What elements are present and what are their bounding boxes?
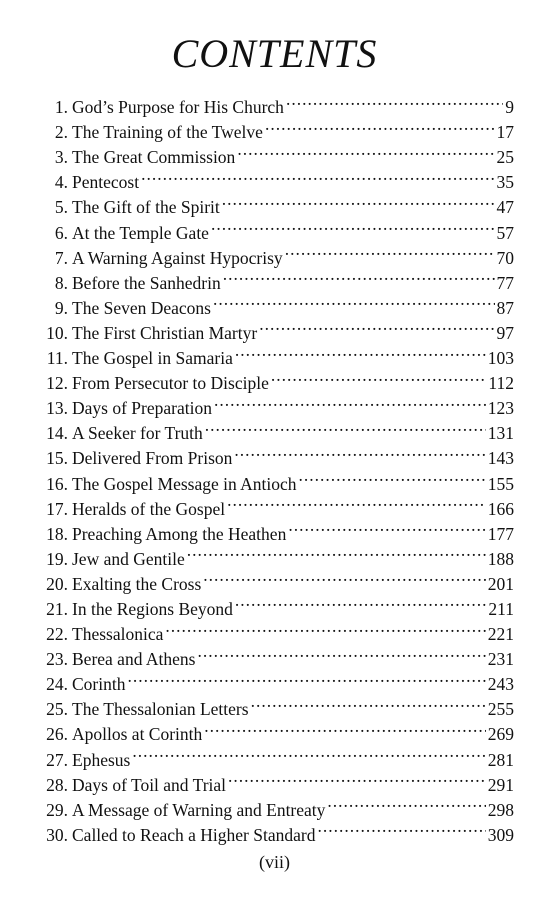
chapter-title: Days of Toil and Trial bbox=[72, 774, 227, 795]
page-number: 243 bbox=[487, 674, 514, 695]
page-number: 231 bbox=[487, 649, 514, 670]
chapter-title: The Great Commission bbox=[72, 147, 236, 168]
page-number: 57 bbox=[496, 222, 514, 243]
dot-leader bbox=[228, 766, 486, 791]
chapter-title: The Gospel Message in Antioch bbox=[72, 473, 297, 494]
dot-leader bbox=[285, 239, 495, 264]
dot-leader bbox=[165, 615, 485, 640]
page-number: 123 bbox=[487, 398, 514, 419]
chapter-number: 12. bbox=[46, 373, 68, 394]
chapter-title: Delivered From Prison bbox=[72, 448, 233, 469]
page-number: 97 bbox=[496, 322, 514, 343]
chapter-number: 24. bbox=[46, 674, 68, 695]
page-number: 155 bbox=[487, 473, 514, 494]
dot-leader bbox=[203, 565, 485, 590]
chapter-title: Jew and Gentile bbox=[72, 548, 185, 569]
chapter-title: Apollos at Corinth bbox=[72, 724, 203, 745]
chapter-title: Ephesus bbox=[72, 749, 131, 770]
chapter-title: A Message of Warning and Entreaty bbox=[72, 799, 326, 820]
chapter-number: 5. bbox=[54, 197, 68, 218]
page-number: 47 bbox=[496, 197, 514, 218]
chapter-number: 29. bbox=[46, 799, 68, 820]
dot-leader bbox=[187, 540, 486, 565]
dot-leader bbox=[317, 816, 485, 841]
chapter-title: Heralds of the Gospel bbox=[72, 498, 226, 519]
page-number: 17 bbox=[496, 122, 514, 143]
chapter-title: The Seven Deacons bbox=[72, 297, 211, 318]
chapter-number: 27. bbox=[46, 749, 68, 770]
page-number: 221 bbox=[487, 624, 514, 645]
dot-leader bbox=[237, 138, 494, 163]
dot-leader bbox=[286, 88, 503, 113]
page-number: 103 bbox=[487, 348, 514, 369]
page-number: 143 bbox=[487, 448, 514, 469]
dot-leader bbox=[251, 690, 486, 715]
chapter-title: In the Regions Beyond bbox=[72, 598, 233, 619]
page-number: 35 bbox=[496, 172, 514, 193]
dot-leader bbox=[235, 590, 487, 615]
chapter-number: 8. bbox=[54, 272, 68, 293]
chapter-title: Before the Sanhedrin bbox=[72, 272, 221, 293]
chapter-title: The First Christian Martyr bbox=[72, 322, 258, 343]
chapter-title: At the Temple Gate bbox=[72, 222, 209, 243]
page-number: 269 bbox=[487, 724, 514, 745]
chapter-number: 19. bbox=[46, 548, 68, 569]
chapter-title: Thessalonica bbox=[72, 624, 164, 645]
chapter-number: 9. bbox=[54, 297, 68, 318]
dot-leader bbox=[205, 414, 486, 439]
dot-leader bbox=[197, 640, 485, 665]
dot-leader bbox=[213, 289, 495, 314]
chapter-number: 17. bbox=[46, 498, 68, 519]
dot-leader bbox=[235, 339, 486, 364]
chapter-title: The Thessalonian Letters bbox=[72, 699, 249, 720]
page-number: 70 bbox=[496, 247, 514, 268]
dot-leader bbox=[223, 264, 495, 289]
chapter-number: 20. bbox=[46, 573, 68, 594]
dot-leader bbox=[227, 490, 486, 515]
page-number: 201 bbox=[487, 573, 514, 594]
dot-leader bbox=[211, 213, 495, 238]
chapter-number: 3. bbox=[54, 147, 68, 168]
dot-leader bbox=[204, 715, 485, 740]
chapter-number: 30. bbox=[46, 824, 68, 845]
dot-leader bbox=[141, 163, 494, 188]
chapter-number: 1. bbox=[54, 97, 68, 118]
page-number: 298 bbox=[487, 799, 514, 820]
dot-leader bbox=[234, 439, 485, 464]
chapter-number: 10. bbox=[46, 322, 68, 343]
page-number: 9 bbox=[505, 97, 514, 118]
chapter-number: 6. bbox=[54, 222, 68, 243]
chapter-number: 11. bbox=[46, 348, 68, 369]
chapter-title: A Seeker for Truth bbox=[72, 423, 203, 444]
table-of-contents bbox=[30, 88, 514, 845]
chapter-title: Corinth bbox=[72, 674, 126, 695]
chapter-title: From Persecutor to Disciple bbox=[72, 373, 269, 394]
chapter-title: The Training of the Twelve bbox=[72, 122, 263, 143]
chapter-number: 28. bbox=[46, 774, 68, 795]
dot-leader bbox=[327, 791, 485, 816]
page-number: 309 bbox=[487, 824, 514, 845]
page-number: 188 bbox=[487, 548, 514, 569]
dot-leader bbox=[222, 188, 495, 213]
chapter-number: 15. bbox=[46, 448, 68, 469]
chapter-number: 13. bbox=[46, 398, 68, 419]
dot-leader bbox=[265, 113, 495, 138]
chapter-number: 22. bbox=[46, 624, 68, 645]
page-number: 281 bbox=[487, 749, 514, 770]
chapter-number: 7. bbox=[54, 247, 68, 268]
chapter-title: Called to Reach a Higher Standard bbox=[72, 824, 316, 845]
chapter-title: Berea and Athens bbox=[72, 649, 196, 670]
dot-leader bbox=[271, 364, 487, 389]
chapter-title: Pentecost bbox=[72, 172, 140, 193]
page-number: 166 bbox=[487, 498, 514, 519]
page-number: 77 bbox=[496, 272, 514, 293]
folio-page-number: (vii) bbox=[259, 852, 290, 872]
chapter-title: The Gift of the Spirit bbox=[72, 197, 220, 218]
chapter-title: Exalting the Cross bbox=[72, 573, 202, 594]
toc-entry bbox=[30, 88, 514, 118]
chapter-title: Days of Preparation bbox=[72, 398, 212, 419]
chapter-title: The Gospel in Samaria bbox=[72, 348, 233, 369]
dot-leader bbox=[214, 389, 486, 414]
chapter-number: 4. bbox=[54, 172, 68, 193]
page-number: 291 bbox=[487, 774, 514, 795]
page-number: 211 bbox=[488, 598, 514, 619]
page-number: 177 bbox=[487, 523, 514, 544]
dot-leader bbox=[299, 464, 486, 489]
page-number: 25 bbox=[496, 147, 514, 168]
chapter-number: 21. bbox=[46, 598, 68, 619]
page-number: 131 bbox=[487, 423, 514, 444]
chapter-number: 2. bbox=[54, 122, 68, 143]
page-number: 87 bbox=[496, 297, 514, 318]
chapter-number: 25. bbox=[46, 699, 68, 720]
dot-leader bbox=[127, 665, 485, 690]
page-title: CONTENTS bbox=[171, 31, 378, 76]
chapter-number: 16. bbox=[46, 473, 68, 494]
dot-leader bbox=[288, 515, 485, 540]
chapter-title: Preaching Among the Heathen bbox=[72, 523, 287, 544]
page-number: 255 bbox=[487, 699, 514, 720]
chapter-title: God’s Purpose for His Church bbox=[72, 97, 284, 118]
chapter-number: 26. bbox=[46, 724, 68, 745]
dot-leader bbox=[259, 314, 494, 339]
chapter-number: 18. bbox=[46, 523, 68, 544]
chapter-number: 23. bbox=[46, 649, 68, 670]
chapter-number: 14. bbox=[46, 423, 68, 444]
page-number: 112 bbox=[488, 373, 514, 394]
chapter-title: A Warning Against Hypocrisy bbox=[72, 247, 283, 268]
dot-leader bbox=[132, 740, 485, 765]
